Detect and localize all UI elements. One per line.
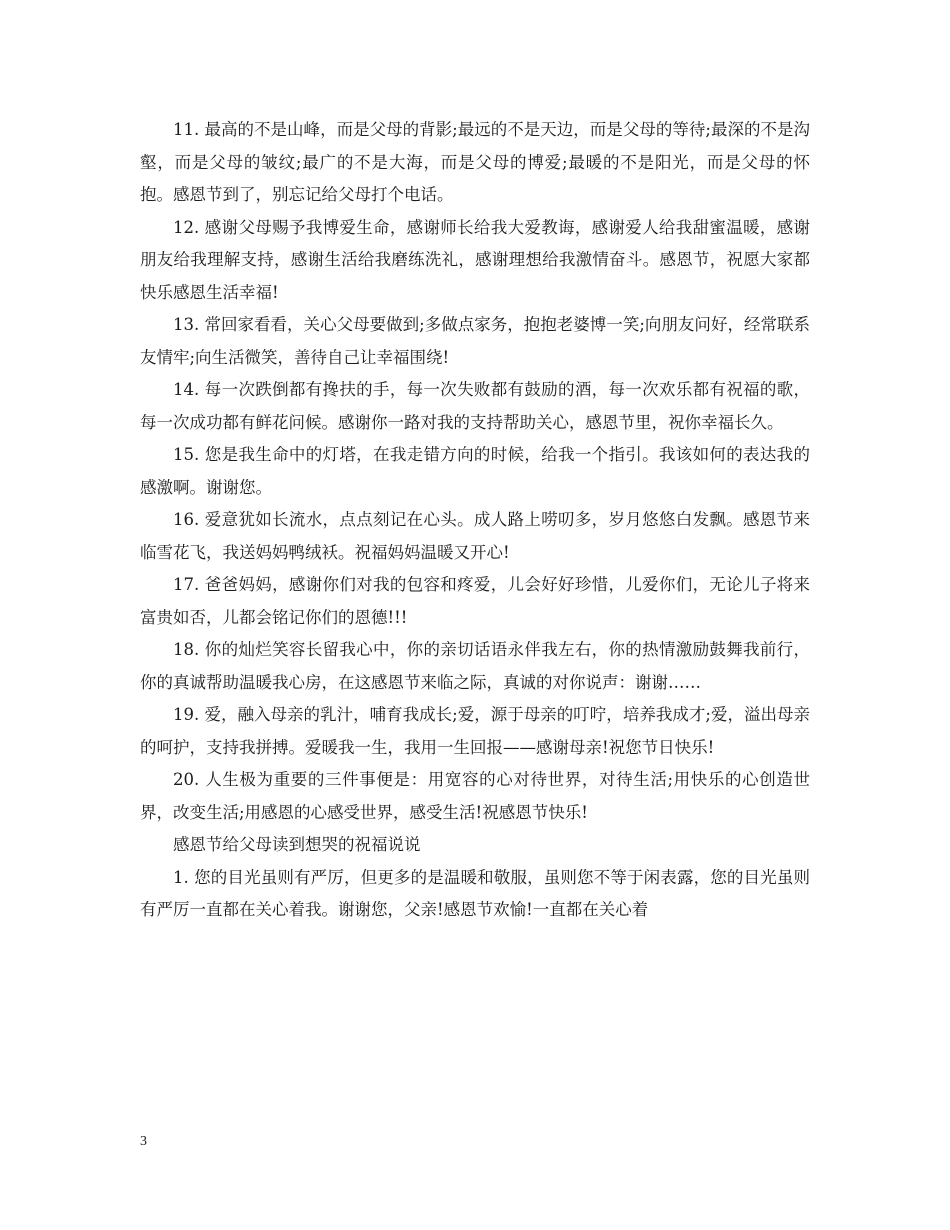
section-heading: 感恩节给父母读到想哭的祝福说说 xyxy=(173,835,421,854)
document-body xyxy=(140,114,810,927)
paragraph-13: 13. 常回家看看，关心父母要做到;多做点家务，抱抱老婆博一笑;向朋友问好，经常联系友情牢;向生活微笑，善待自己让幸福围绕! xyxy=(140,315,810,367)
page-number: 3 xyxy=(140,1134,147,1149)
paragraph-16: 16. 爱意犹如长流水，点点刻记在心头。成人路上唠叨多，岁月悠悠白发飘。感恩节来临雪花飞，我送妈妈鸭绒袄。祝福妈妈温暖又开心! xyxy=(140,510,810,562)
paragraph-18: 18. 你的灿烂笑容长留我心中，你的亲切话语永伴我左右，你的热情激励鼓舞我前行，你的真诚帮助温暖我心房，在这感恩节来临之际，真诚的对你说声：谢谢…… xyxy=(140,640,810,692)
paragraph-14: 14. 每一次跌倒都有搀扶的手，每一次失败都有鼓励的酒，每一次欢乐都有祝福的歌，每一次成功都有鲜花问候。感谢你一路对我的支持帮助关心，感恩节里，祝你幸福长久。 xyxy=(140,380,810,432)
paragraph-17: 17. 爸爸妈妈，感谢你们对我的包容和疼爱，儿会好好珍惜，儿爱你们，无论儿子将来富贵如否，儿都会铭记你们的恩德!!! xyxy=(140,575,810,627)
paragraph-20: 20. 人生极为重要的三件事便是：用宽容的心对待世界，对待生活;用快乐的心创造世界，改变生活;用感恩的心感受世界，感受生活!祝感恩节快乐! xyxy=(140,770,810,822)
paragraph-15: 15. 您是我生命中的灯塔，在我走错方向的时候，给我一个指引。我该如何的表达我的感激啊。谢谢您。 xyxy=(140,445,810,497)
paragraph-19: 19. 爱，融入母亲的乳汁，哺育我成长;爱，源于母亲的叮咛，培养我成才;爱，溢出母亲的呵护，支持我拼搏。爱暖我一生，我用一生回报——感谢母亲!祝您节日快乐! xyxy=(140,705,810,757)
paragraph-11: 11. 最高的不是山峰，而是父母的背影;最远的不是天边，而是父母的等待;最深的不是沟壑，而是父母的皱纹;最广的不是大海，而是父母的博爱;最暖的不是阳光，而是父母的怀抱。感恩节到了，别忘记给父母打个电话。 xyxy=(140,120,810,204)
paragraph-12: 12. 感谢父母赐予我博爱生命，感谢师长给我大爱教诲，感谢爱人给我甜蜜温暖，感谢朋友给我理解支持，感谢生活给我磨练洗礼，感谢理想给我激情奋斗。感恩节，祝愿大家都快乐感恩生活幸福! xyxy=(140,217,810,302)
section-paragraph-1: 1. 您的目光虽则有严厉，但更多的是温暖和敬服，虽则您不等于闲表露，您的目光虽则有严厉一直都在关心着我。谢谢您，父亲!感恩节欢愉!一直都在关心着 xyxy=(140,867,810,919)
